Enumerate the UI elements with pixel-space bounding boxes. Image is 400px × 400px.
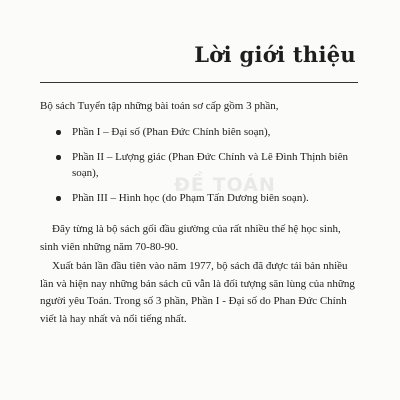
intro-paragraph: Bộ sách Tuyển tập những bài toán sơ cấp gồm 3 phần, — [40, 100, 279, 112]
parts-list — [56, 124, 356, 215]
bullet-icon — [56, 130, 61, 135]
bullet-icon — [56, 196, 61, 201]
list-item — [56, 124, 356, 140]
part-text: Phần II – Lượng giác (Phan Đức Chính và Lê Đình Thịnh biên soạn), — [72, 151, 348, 179]
bullet-icon — [56, 155, 61, 160]
title-underline — [40, 82, 358, 83]
part-text: Phần III – Hình học (do Phạm Tấn Dương biên soạn). — [72, 192, 309, 204]
body-paragraph-2: Xuất bản lần đầu tiên vào năm 1977, bộ sách đã được tái bản nhiều lần và hiện nay những bản sách cũ vẫn là đối tượng săn lùng của những người yêu Toán. Trong số 3 phần, Phần I - Đại số do Phan Đức Chính viết là hay nhất và nổi tiếng nhất. — [40, 260, 355, 325]
body-paragraph-1: Đây từng là bộ sách gối đầu giường của rất nhiều thế hệ học sinh, sinh viên những năm 70-80-90. — [40, 223, 341, 253]
watermark-logo: ĐỀ TOÁN — [174, 174, 276, 196]
part-text: Phần I – Đại số (Phan Đức Chính biên soạn), — [72, 126, 271, 138]
page-title: Lời giới thiệu — [194, 42, 356, 67]
